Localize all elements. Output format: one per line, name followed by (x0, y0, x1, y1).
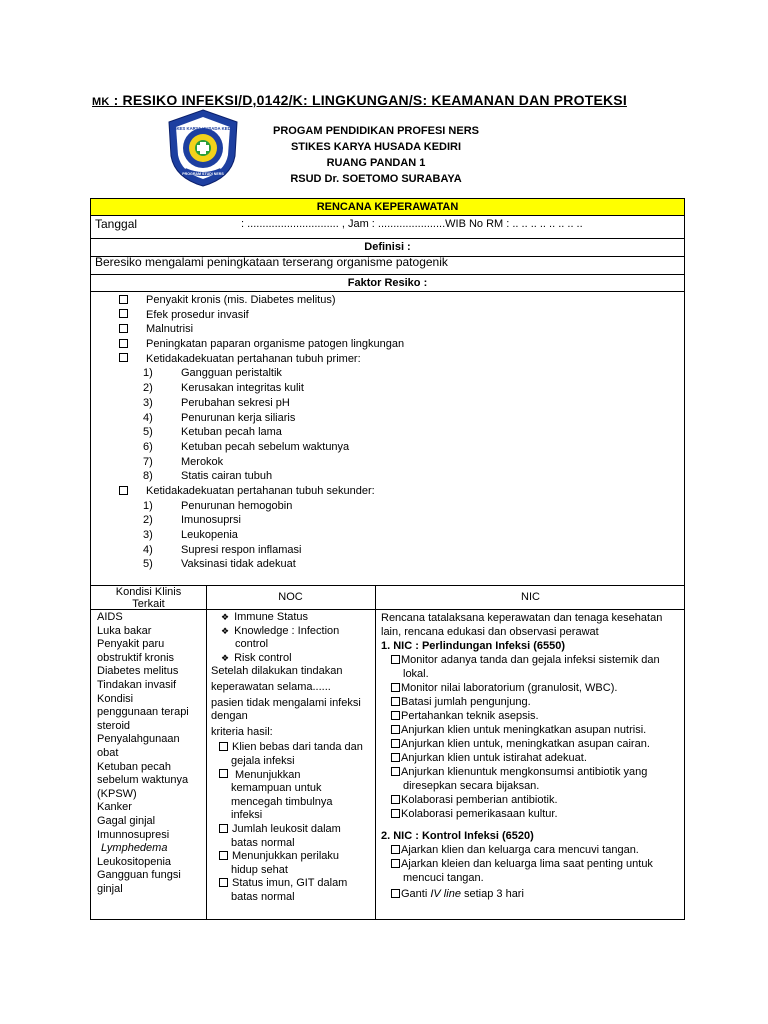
noc-intro-line: kriteria hasil: (211, 725, 273, 738)
checkbox-icon (391, 889, 400, 898)
list-item: Ketuban pecah (97, 760, 172, 773)
list-item: Ajarkan klien dan keluarga cara mencuvi tangan. (381, 843, 683, 857)
list-item: mencegah timbulnya (231, 795, 333, 808)
list-item: Gangguan fungsi (97, 869, 181, 882)
tanggal-field[interactable]: : .............................. , Jam : ......................WIB No RM : .. .. .. .. .. .. .. .. (241, 218, 583, 230)
list-item: 7) Merokok (143, 455, 224, 468)
list-item: obstruktif kronis (97, 651, 175, 664)
list-item: Monitor adanya tanda dan gejala infeksi sistemik dan (381, 653, 683, 667)
diamond-bullet-icon: ❖ (220, 652, 230, 663)
checkbox-icon (219, 824, 228, 833)
list-item: Anjurkan klien untuk istirahat adekuat. (381, 751, 683, 765)
list-item: Tindakan invasif (97, 678, 177, 691)
institution-line-2: STIKES KARYA HUSADA KEDIRI (290, 141, 462, 153)
list-item: (KPSW) (97, 787, 137, 800)
list-item: sebelum waktunya (97, 774, 189, 787)
checkbox-icon (391, 725, 400, 734)
list-item: 4) Supresi respon inflamasi (143, 543, 302, 556)
list-item: 3) Leukopenia (143, 529, 238, 541)
list-item: 4) Penurunan kerja siliaris (143, 411, 296, 424)
list-item: 8) Statis cairan tubuh (143, 470, 273, 483)
list-item: 2) Kerusakan integritas kulit (143, 382, 304, 395)
list-item: infeksi (231, 809, 263, 822)
institution-line-1: PROGAM PENDIDIKAN PROFESI NERS (273, 125, 479, 137)
nic-content (381, 611, 683, 901)
list-item: Batasi jumlah pengunjung. (381, 695, 683, 709)
list-item: Imunnosupresi (97, 828, 170, 841)
list-item: 6) Ketuban pecah sebelum waktunya (143, 440, 350, 453)
list-item: Leukositopenia (97, 855, 172, 868)
noc-intro-line: Setelah dilakukan tindakan (211, 665, 343, 678)
definisi-heading: Definisi : (364, 241, 411, 253)
checkbox-icon (391, 859, 400, 868)
list-item: gejala infeksi (231, 754, 295, 767)
list-item: Ketidakadekuatan pertahanan tubuh sekunder: (119, 484, 404, 499)
list-item: Gagal ginjal (97, 814, 156, 827)
list-item: Lymphedema (101, 842, 168, 855)
list-item: ginjal (97, 882, 123, 895)
institution-logo (165, 108, 241, 188)
list-item: Luka bakar (97, 624, 152, 637)
list-item: Ketidakadekuatan pertahanan tubuh primer: (119, 352, 404, 367)
list-item: Kolaborasi pemberian antibiotik. (381, 793, 683, 807)
noc-content (211, 611, 371, 904)
title-text: : RESIKO INFEKSI/D,0142/K: LINGKUNGAN/S: KEAMANAN DAN PROTEKSI (113, 92, 627, 108)
nic-section-2-title: 2. NIC : Kontrol Infeksi (6520) (381, 830, 534, 842)
logo-text: STIKES KARYA HUSADA KEDIRI (169, 126, 237, 131)
kondisi-list (97, 611, 189, 896)
list-item: Klien bebas dari tanda dan (211, 741, 371, 755)
list-item: Diabetes melitus (97, 665, 179, 678)
list-item: steroid (97, 719, 131, 732)
checkbox-icon (119, 353, 128, 362)
list-item: 1) Penurunan hemogobin (143, 499, 293, 512)
list-item: hidup sehat (231, 863, 288, 876)
list-item: control (235, 638, 269, 651)
diamond-bullet-icon: ❖ (220, 625, 230, 636)
list-item: Anjurkan klien untuk meningkatkan asupan nutrisi. (381, 723, 683, 737)
list-item: obat (97, 746, 119, 759)
list-item: lokal. (403, 668, 429, 680)
noc-header: NOC (278, 591, 303, 603)
list-item: Penyakit paru (97, 638, 165, 651)
diamond-bullet-icon: ❖ (220, 612, 230, 622)
list-item: diresepkan secara bijaksan. (403, 780, 540, 792)
mk-label: MK (92, 96, 110, 108)
checkbox-icon (219, 878, 228, 887)
list-item: Jumlah leukosit dalam (211, 823, 371, 837)
list-item: Penyalahgunaan (97, 733, 180, 746)
list-item: Pertahankan teknik asepsis. (381, 709, 683, 723)
checkbox-icon (391, 655, 400, 664)
list-item: mencuci tangan. (403, 872, 484, 884)
list-item: Kanker (97, 801, 132, 814)
list-item: Ganti IV line setiap 3 hari (381, 887, 683, 901)
list-item: Kondisi (97, 692, 134, 705)
list-item: Menunjukkan (211, 769, 371, 783)
institution-line-4: RSUD Dr. SOETOMO SURABAYA (290, 173, 462, 185)
checkbox-icon (119, 339, 128, 348)
checkbox-icon (219, 851, 228, 860)
checkbox-icon (219, 769, 228, 778)
document-title (92, 92, 692, 108)
definisi-text: Beresiko mengalami peningkataan terserang organisme patogenik (95, 255, 448, 269)
list-item: Anjurkan klienuntuk mengkonsumsi antibiotik yang (381, 765, 683, 779)
checkbox-icon (391, 795, 400, 804)
tanggal-label: Tanggal (95, 217, 138, 231)
institution-line-3: RUANG PANDAN 1 (326, 157, 426, 169)
checkbox-icon (119, 486, 128, 495)
list-item: Ajarkan kleien dan keluarga lima saat penting untuk (381, 857, 683, 871)
checkbox-icon (391, 697, 400, 706)
list-item: 3) Perubahan sekresi pH (143, 396, 290, 409)
nic-intro-line: Rencana tatalaksana keperawatan dan tenaga kesehatan (381, 612, 663, 624)
list-item: batas normal (231, 836, 295, 849)
list-item: AIDS (97, 611, 123, 623)
nic-section-1-title: 1. NIC : Perlindungan Infeksi (6550) (381, 640, 565, 652)
list-item: Penyakit kronis (mis. Diabetes melitus) (119, 293, 404, 308)
nic-intro-line: lain, rencana edukasi dan observasi perawat (381, 626, 599, 638)
list-item: Monitor nilai laboratorium (granulosit, WBC). (381, 681, 683, 695)
checkbox-icon (391, 845, 400, 854)
form-band-title: RENCANA KEPERAWATAN (91, 199, 684, 215)
list-item: Peningkatan paparan organisme patogen lingkungan (119, 337, 404, 352)
checkbox-icon (391, 683, 400, 692)
logo-subtext: PROGRAM STUDI NERS (182, 172, 224, 176)
list-item: 1) Gangguan peristaltik (143, 367, 282, 380)
list-item: kemampuan untuk (231, 782, 322, 795)
faktor-list (119, 293, 404, 572)
list-item: Anjurkan klien untuk, meningkatkan asupan cairan. (381, 737, 683, 751)
checkbox-icon (119, 324, 128, 333)
checkbox-icon (391, 753, 400, 762)
list-item: ❖ Knowledge : Infection (220, 624, 340, 637)
checkbox-icon (219, 742, 228, 751)
list-item: Efek prosedur invasif (119, 308, 404, 323)
list-item: Malnutrisi (119, 322, 404, 337)
list-item: batas normal (231, 890, 295, 903)
list-item: penggunaan terapi (97, 706, 189, 719)
list-item: ❖ Risk control (220, 651, 292, 664)
checkbox-icon (391, 739, 400, 748)
list-item: Menunjukkan perilaku (211, 850, 371, 864)
checkbox-icon (119, 295, 128, 304)
institution-header (256, 123, 496, 187)
list-item: ❖ Immune Status (220, 611, 309, 623)
checkbox-icon (391, 711, 400, 720)
list-item: Status imun, GIT dalam (211, 877, 371, 891)
nic-header: NIC (521, 591, 540, 603)
checkbox-icon (391, 809, 400, 818)
noc-intro-line: pasien tidak mengalami infeksi (211, 696, 361, 709)
checkbox-icon (391, 767, 400, 776)
list-item: 5) Ketuban pecah lama (143, 426, 282, 439)
noc-intro-line: dengan (211, 710, 248, 723)
kondisi-header: Kondisi Klinis Terkait (115, 586, 182, 610)
care-plan-form (90, 198, 685, 920)
list-item: Kolaborasi pemerikasaan kultur. (381, 807, 683, 821)
noc-intro-line: keperawatan selama...... (211, 680, 331, 693)
list-item: 2) Imunosuprsi (143, 514, 241, 527)
list-item: 5) Vaksinasi tidak adekuat (143, 558, 296, 571)
checkbox-icon (119, 309, 128, 318)
faktor-heading: Faktor Resiko : (347, 277, 428, 289)
